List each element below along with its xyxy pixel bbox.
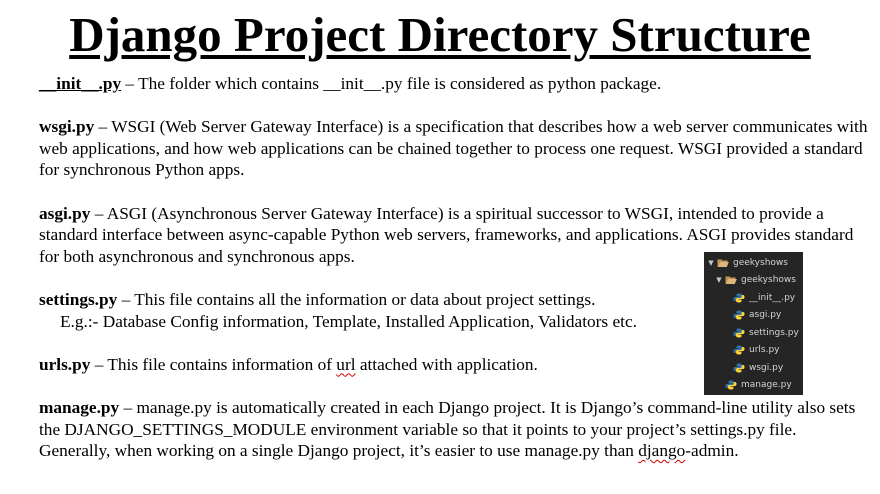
spellcheck-word: django	[638, 441, 686, 461]
section-term: manage.py	[39, 397, 120, 417]
tree-item-file[interactable]	[704, 377, 803, 395]
section-manage	[39, 397, 869, 462]
page-title: Django Project Directory Structure	[69, 7, 811, 62]
section-text: – manage.py is automatically created in each Django project. It is Django’s command-line utility also sets the DJANGO_SETTINGS_MODULE environment variable so that it points to your project’s settings.py file. Generally, when working on a single Django project, it’s easier to use manage.py than	[39, 397, 856, 461]
section-text: – This file contains information of	[90, 354, 337, 374]
tree-item-label: manage.py	[741, 380, 792, 391]
folder-open-icon	[725, 275, 737, 285]
tree-item-label: asgi.py	[749, 310, 782, 321]
tree-item-label: geekyshows	[741, 275, 796, 286]
file-explorer-panel	[704, 252, 803, 395]
tree-item-file[interactable]	[704, 324, 803, 342]
section-text: -admin.	[685, 441, 739, 461]
section-text: attached with application.	[355, 354, 538, 374]
python-file-icon	[733, 310, 745, 320]
section-wsgi	[39, 116, 869, 181]
section-text: – The folder which contains __init__.py file is considered as python package.	[121, 74, 662, 93]
tree-item-file[interactable]	[704, 342, 803, 360]
tree-item-folder[interactable]	[704, 272, 803, 290]
python-file-icon	[733, 293, 745, 303]
chevron-down-icon: ▼	[716, 276, 722, 285]
section-term: wsgi.py	[39, 117, 95, 137]
tree-item-file[interactable]	[704, 307, 803, 325]
section-text: – This file contains all the information or data about project settings.	[117, 289, 596, 309]
chevron-down-icon: ▼	[708, 258, 714, 267]
tree-item-label: wsgi.py	[749, 362, 784, 373]
section-term: urls.py	[39, 354, 91, 374]
python-file-icon	[733, 328, 745, 338]
section-term: asgi.py	[39, 203, 91, 223]
tree-item-file[interactable]	[704, 359, 803, 377]
section-settings	[39, 289, 699, 332]
section-text: – ASGI (Asynchronous Server Gateway Interface) is a spiritual successor to WSGI, intended to provide a standard interface between async-capable Python web servers, frameworks, and applications. ASGI provides standard for both asynchronous and synchronous apps.	[39, 203, 854, 266]
section-init	[39, 73, 869, 95]
folder-open-icon	[717, 258, 729, 268]
section-text: – WSGI (Web Server Gateway Interface) is a specification that describes how a web server communicates with web applications, and how web applications can be chained together to process one request. WSGI provided a standard for synchronous Python apps.	[39, 117, 868, 180]
python-file-icon	[733, 345, 745, 355]
section-term: __init__.py	[39, 74, 122, 93]
section-term: settings.py	[39, 289, 118, 309]
tree-item-label: geekyshows	[733, 257, 788, 268]
tree-item-file[interactable]	[704, 289, 803, 307]
tree-item-label: settings.py	[749, 327, 799, 338]
section-example: E.g.:- Database Config information, Template, Installed Application, Validators etc.	[60, 311, 637, 331]
spellcheck-word: url	[336, 354, 356, 374]
python-file-icon	[733, 363, 745, 373]
python-file-icon	[725, 380, 737, 390]
tree-item-label: urls.py	[749, 345, 780, 356]
tree-item-label: __init__.py	[749, 292, 796, 303]
tree-item-folder[interactable]	[704, 254, 803, 272]
section-urls	[39, 354, 699, 376]
